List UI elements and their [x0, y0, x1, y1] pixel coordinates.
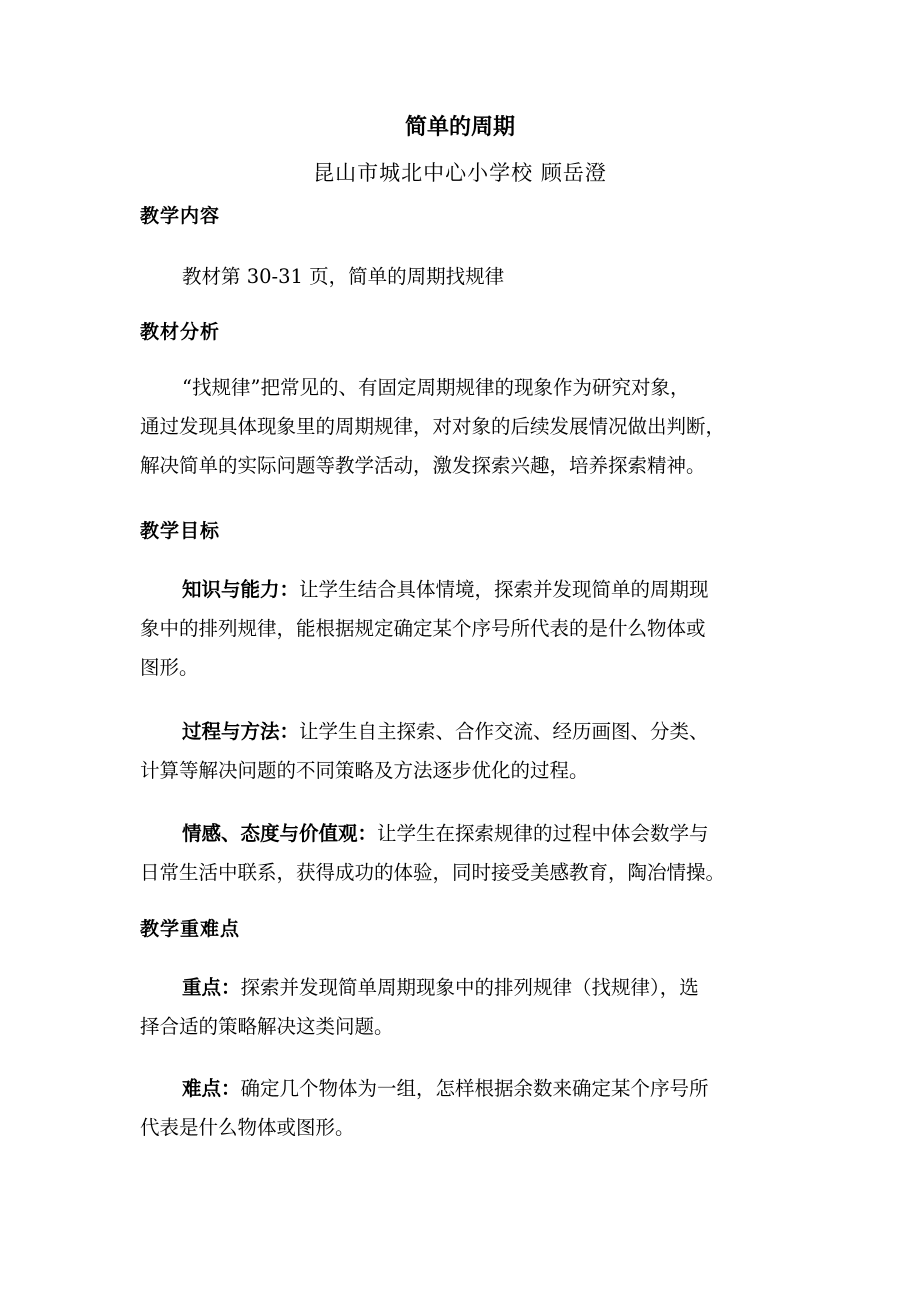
- goal-process-line-2: 计算等解决问题的不同策略及方法逐步优化的过程。: [140, 759, 589, 782]
- paragraph-goal-emotion: [140, 814, 820, 892]
- analysis-line-2: 通过发现具体现象里的周期规律，对对象的后续发展情况做出判断，: [140, 415, 726, 438]
- goal-knowledge-line-3: 图形。: [140, 656, 199, 679]
- focus-line-1: 探索并发现简单周期现象中的排列规律（找规律），选: [240, 976, 699, 999]
- paragraph-difficulty: [140, 1069, 800, 1147]
- difficulty-line-1: 确定几个物体为一组，怎样根据余数来确定某个序号所: [240, 1077, 709, 1100]
- goal-process-label: 过程与方法：: [182, 720, 300, 743]
- goal-knowledge-line-1: 让学生结合具体情境，探索并发现简单的周期现: [299, 578, 709, 601]
- focus-line-2: 择合适的策略解决这类问题。: [140, 1015, 394, 1038]
- goal-emotion-line-1: 让学生在探索规律的过程中体会数学与: [377, 822, 709, 845]
- paragraph-material-analysis: [140, 368, 820, 485]
- focus-label: 重点：: [182, 976, 241, 999]
- heading-material-analysis: 教材分析: [140, 321, 221, 343]
- goal-process-line-1: 让学生自主探索、合作交流、经历画图、分类、: [299, 720, 709, 743]
- teaching-content-text: 教材第 30-31 页，简单的周期找规律: [182, 265, 505, 288]
- difficulty-label: 难点：: [182, 1077, 241, 1100]
- goal-emotion-label: 情感、态度与价值观：: [182, 822, 378, 845]
- goal-emotion-line-2: 日常生活中联系，获得成功的体验，同时接受美感教育，陶冶情操。: [140, 861, 726, 884]
- analysis-line-3: 解决简单的实际问题等教学活动，激发探索兴趣，培养探索精神。: [140, 454, 706, 477]
- goal-knowledge-label: 知识与能力：: [182, 578, 300, 601]
- paragraph-focus: [140, 968, 800, 1046]
- analysis-line-1: “找规律”把常见的、有固定周期规律的现象作为研究对象，: [182, 376, 690, 399]
- heading-teaching-content: 教学内容: [140, 205, 221, 227]
- paragraph-goal-knowledge: [140, 570, 800, 687]
- difficulty-line-2: 代表是什么物体或图形。: [140, 1116, 355, 1139]
- heading-teaching-goals: 教学目标: [140, 520, 221, 542]
- goal-knowledge-line-2: 象中的排列规律，能根据规定确定某个序号所代表的是什么物体或: [140, 617, 706, 640]
- paragraph-goal-process: [140, 712, 800, 790]
- author-line: 昆山市城北中心小学校 顾岳澄: [313, 161, 607, 185]
- document-title: 简单的周期: [404, 115, 515, 140]
- heading-key-points: 教学重难点: [140, 918, 241, 940]
- paragraph-teaching-content: [140, 257, 800, 296]
